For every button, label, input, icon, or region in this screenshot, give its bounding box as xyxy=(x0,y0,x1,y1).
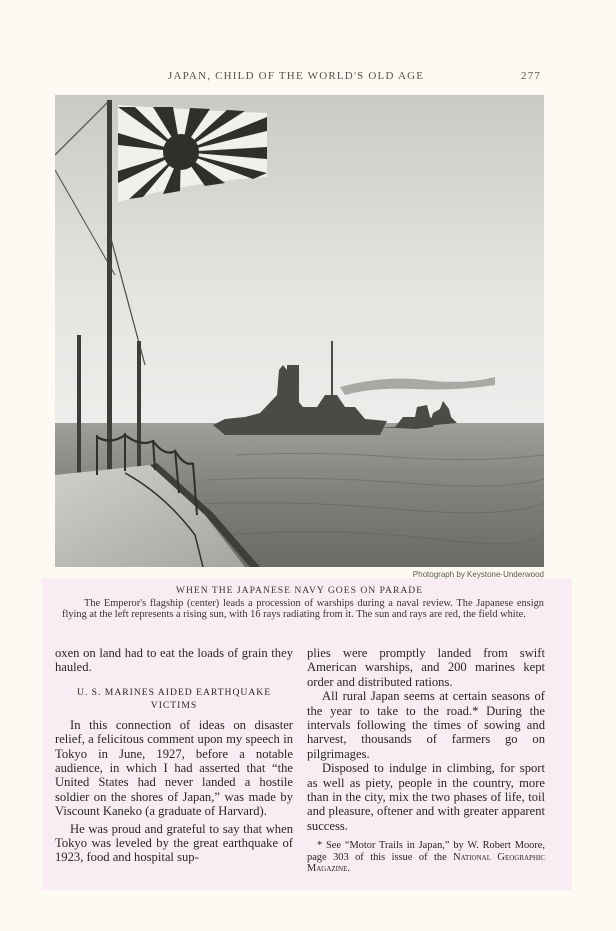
running-header xyxy=(0,70,616,86)
paragraph: All rural Japan seems at certain seasons of the year to take to the road.* During the intervals following the times of sowing and harvest, thousands of farmers go on pilgrimages. xyxy=(307,689,545,761)
caption-text: The Emperor's flagship (center) leads a procession of warships during a naval review. The Japanese ensign flying at the left represents a rising sun, with 16 rays radiating from it. The sun and rays are red, the field white. xyxy=(62,598,544,620)
right-column xyxy=(307,646,545,875)
paragraph: plies were promptly landed from swift American warships, and 200 marines kept order and distributed rations. xyxy=(307,646,545,689)
paragraph: Disposed to indulge in climbing, for sport as well as piety, people in the country, more than in the city, mix the two phases of life, toil and pleasure, oftener and with greater apparent success. xyxy=(307,761,545,833)
caption-headline: WHEN THE JAPANESE NAVY GOES ON PARADE xyxy=(175,585,424,596)
footnote-publication: National Geographic Magazine xyxy=(307,851,545,875)
footnote-end: . xyxy=(347,863,350,875)
paragraph: He was proud and grateful to say that when Tokyo was leveled by the great earthquake of 1923, food and hospital sup- xyxy=(55,821,293,865)
photograph xyxy=(55,95,544,567)
page-number: 277 xyxy=(521,70,542,82)
left-column xyxy=(55,646,293,865)
running-title: JAPAN, CHILD OF THE WORLD'S OLD AGE xyxy=(168,70,425,82)
footnote xyxy=(307,840,545,875)
paragraph: oxen on land had to eat the loads of grain they hauled. xyxy=(55,646,293,675)
photo-warships-flag xyxy=(55,95,544,567)
section-subhead: U. S. MARINES AIDED EARTHQUAKE VICTIMS xyxy=(76,686,272,711)
photo-credit: Photograph by Keystone-Underwood xyxy=(412,570,544,579)
paragraph: In this connection of ideas on disaster relief, a felicitous comment upon my speech in Tokyo in June, 1927, before a notable audience, in which I had asserted that “the United States had never landed a hostile soldier on the shores of Japan,” was made by Viscount Kaneko (a graduate of Harvard). xyxy=(55,717,293,819)
footnote-text: * See “Motor Trails in Japan,” by W. Robert Moore, page 303 of this issue of the xyxy=(307,840,545,863)
